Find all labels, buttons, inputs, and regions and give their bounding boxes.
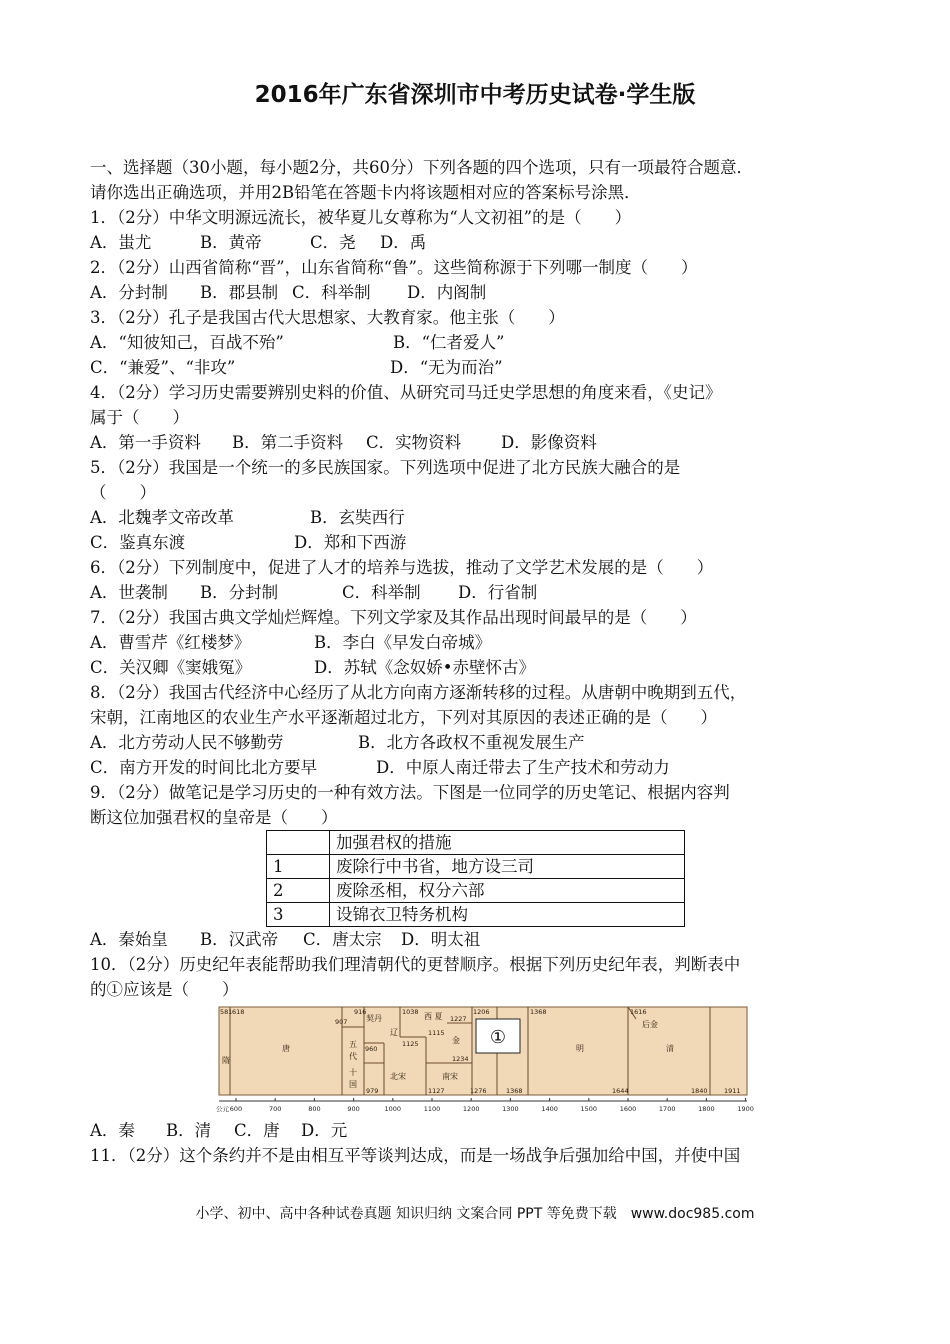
q6-option-b: B．分封制: [200, 583, 279, 602]
q2-options: [90, 280, 870, 305]
q4-option-b: B．第二手资料: [232, 433, 344, 452]
page-footer: 小学、初中、高中各种试卷真题 知识归纳 文案合同 PPT 等免费下载 www.doc985.com: [195, 1206, 755, 1222]
q9-option-d: D．明太祖: [401, 930, 481, 949]
q4-stem-2: 属于（ ）: [90, 408, 189, 427]
q6-option-a: A．世袭制: [90, 583, 168, 602]
table-row: [267, 855, 685, 879]
q9-stem-2: 断这位加强君权的皇帝是（ ）: [90, 808, 338, 827]
exam-content: [90, 155, 870, 1168]
year-1276: 1276: [470, 1087, 487, 1095]
q2-option-b: B．郡县制: [200, 283, 279, 302]
table-cell: 1: [267, 855, 330, 879]
axis-ticks: [230, 1098, 754, 1113]
q9-stem-1: 9．（2分）做笔记是学习历史的一种有效方法。下图是一位同学的历史笔记、根据内容判: [90, 783, 730, 802]
label-shiguo-2: 国: [349, 1080, 357, 1089]
q10-options: [90, 1118, 870, 1143]
axis-tick-label: 1900: [737, 1105, 754, 1113]
q9-option-b: B．汉武帝: [200, 930, 279, 949]
history-notes-table: [266, 830, 685, 927]
q10-option-c: C．唐: [234, 1121, 280, 1140]
q1-options: [90, 230, 870, 255]
axis-tick-label: 800: [308, 1105, 321, 1113]
table-row: [267, 879, 685, 903]
q2-option-c: C．科举制: [292, 283, 371, 302]
q1-option-c: C．尧: [310, 233, 356, 252]
q1-stem: 1．（2分）中华文明源远流长，被华夏儿女尊称为“人文初祖”的是（ ）: [90, 208, 632, 227]
table-cell: [267, 831, 330, 855]
table-cell: 2: [267, 879, 330, 903]
timeline-marker-label: ①: [489, 1027, 507, 1048]
axis-tick-label: 1700: [658, 1105, 676, 1113]
q1-option-a: A．蚩尤: [90, 233, 152, 252]
label-xixia: 西 夏: [424, 1012, 443, 1021]
q2-stem: 2．（2分）山西省简称“晋”，山东省简称“鲁”。这些简称源于下列哪一制度（ ）: [90, 258, 698, 277]
q5-option-b: B．玄奘西行: [310, 508, 405, 527]
section-instruction-1: 一、选择题（30小题，每小题2分，共60分）下列各题的四个选项，只有一项最符合题意．: [90, 158, 753, 177]
q9-options: [90, 927, 870, 952]
label-houjin: 后金: [642, 1020, 658, 1029]
q8-option-c: C．南方开发的时间比北方要早: [90, 758, 318, 777]
q4-options: [90, 430, 870, 455]
q10-option-a: A．秦: [90, 1121, 135, 1140]
year-979: 979: [366, 1087, 379, 1095]
label-shiguo-1: 十: [349, 1068, 357, 1077]
label-ming: 明: [576, 1044, 584, 1053]
year-1644: 1644: [612, 1087, 629, 1095]
year-1115: 1115: [428, 1029, 445, 1037]
q10-option-d: D．元: [301, 1121, 348, 1140]
year-1125: 1125: [402, 1040, 419, 1048]
q3-options-ab: [90, 330, 870, 355]
table-cell: 设锦衣卫特务机构: [330, 903, 685, 927]
label-qidan: 契丹: [366, 1014, 382, 1023]
q7-options-ab: [90, 630, 870, 655]
q5-option-a: A．北魏孝文帝改革: [90, 508, 234, 527]
q10-stem-1: 10．（2分）历史纪年表能帮助我们理清朝代的更替顺序。根据下列历史纪年表，判断表中: [90, 955, 741, 974]
year-618: 618: [232, 1008, 245, 1016]
label-sui: 隋: [222, 1056, 230, 1065]
axis-tick-label: 1600: [619, 1105, 637, 1113]
year-1127: 1127: [428, 1087, 445, 1095]
year-1616: 1616: [630, 1008, 647, 1016]
q8-option-a: A．北方劳动人民不够勤劳: [90, 733, 284, 752]
axis-tick-label: 1200: [462, 1105, 480, 1113]
axis-tick-label: 900: [347, 1105, 360, 1113]
dynasty-timeline-svg: [214, 1005, 754, 1115]
table-row: [267, 831, 685, 855]
q7-option-a: A．曹雪芹《红楼梦》: [90, 633, 251, 652]
year-1234: 1234: [452, 1055, 469, 1063]
q10-option-b: B．清: [166, 1121, 212, 1140]
label-qing: 清: [666, 1044, 674, 1053]
q5-options-ab: [90, 505, 870, 530]
axis-tick-label: 600: [229, 1105, 243, 1113]
year-1038: 1038: [402, 1008, 419, 1016]
year-1227: 1227: [450, 1015, 467, 1023]
label-tang: 唐: [282, 1044, 290, 1053]
q1-option-b: B．黄帝: [200, 233, 262, 252]
table-row: [267, 903, 685, 927]
table-cell: 3: [267, 903, 330, 927]
q6-stem: 6．（2分）下列制度中，促进了人才的培养与选拔，推动了文学艺术发展的是（ ）: [90, 558, 714, 577]
q8-options-cd: [90, 755, 870, 780]
axis-tick-label: 1800: [698, 1105, 715, 1113]
q10-stem-2: 的①应该是（ ）: [90, 980, 239, 999]
table-header: 加强君权的措施: [330, 831, 685, 855]
q2-option-d: D．内阁制: [407, 283, 487, 302]
q3-option-a: A．“知彼知己，百战不殆”: [90, 333, 284, 352]
axis-tick-label: 1100: [423, 1105, 441, 1113]
year-960: 960: [365, 1045, 378, 1053]
q9-option-c: C．唐太宗: [303, 930, 382, 949]
q7-option-d: D．苏轼《念奴娇•赤壁怀古》: [314, 658, 535, 677]
q7-option-c: C．关汉卿《窦娥冤》: [90, 658, 252, 677]
axis-tick-label: 1000: [384, 1105, 402, 1113]
q5-stem-1: 5．（2分）我国是一个统一的多民族国家。下列选项中促进了北方民族大融合的是: [90, 458, 681, 477]
q6-option-c: C．科举制: [342, 583, 421, 602]
q5-option-c: C．鉴真东渡: [90, 533, 186, 552]
q7-options-cd: [90, 655, 870, 680]
q5-options-cd: [90, 530, 870, 555]
q3-stem: 3．（2分）孔子是我国古代大思想家、大教育家。他主张（ ）: [90, 308, 565, 327]
axis-tick-label: 1500: [580, 1105, 598, 1113]
q4-stem-1: 4．（2分）学习历史需要辨别史料的价值、从研究司马迁史学思想的角度来看，《史记》: [90, 383, 722, 402]
q4-option-a: A．第一手资料: [90, 433, 201, 452]
q6-option-d: D．行省制: [458, 583, 538, 602]
q5-stem-2: （ ）: [90, 483, 156, 502]
page-title: 2016年广东省深圳市中考历史试卷·学生版: [254, 82, 696, 108]
axis-tick-label: 1300: [502, 1105, 519, 1113]
year-916: 916: [354, 1008, 367, 1016]
q8-option-d: D．中原人南迁带去了生产技术和劳动力: [376, 758, 670, 777]
label-wudai-2: 代: [349, 1052, 357, 1061]
q4-option-c: C．实物资料: [366, 433, 462, 452]
year-581: 581: [220, 1008, 233, 1016]
q8-stem-2: 宋朝，江南地区的农业生产水平逐渐超过北方，下列对其原因的表述正确的是（ ）: [90, 708, 717, 727]
label-jin: 金: [452, 1036, 460, 1045]
q7-stem: 7．（2分）我国古典文学灿烂辉煌。下列文学家及其作品出现时间最早的是（ ）: [90, 608, 697, 627]
q6-options: [90, 580, 870, 605]
q8-option-b: B．北方各政权不重视发展生产: [358, 733, 585, 752]
year-1840: 1840: [691, 1087, 708, 1095]
section-instruction-2: 请你选出正确选项，并用2B铅笔在答题卡内将该题相对应的答案标号涂黑．: [90, 183, 641, 202]
year-1368-top: 1368: [530, 1008, 547, 1016]
axis-tick-label: 1400: [541, 1105, 558, 1113]
label-wudai-1: 五: [349, 1040, 357, 1049]
year-1911: 1911: [724, 1087, 741, 1095]
q7-option-b: B．李白《早发白帝城》: [314, 633, 492, 652]
q3-options-cd: [90, 355, 870, 380]
q4-option-d: D．影像资料: [501, 433, 597, 452]
q3-option-c: C．“兼爱”、“非攻”: [90, 358, 236, 377]
q11-stem-1: 11．（2分）这个条约并不是由相互平等谈判达成，而是一场战争后强加给中国，并使中国: [90, 1146, 741, 1165]
label-beisong: 北宋: [390, 1072, 406, 1081]
label-nansong: 南宋: [442, 1072, 458, 1081]
table-cell: 废除行中书省，地方设三司: [330, 855, 685, 879]
q1-option-d: D．禹: [380, 233, 427, 252]
q8-options-ab: [90, 730, 870, 755]
year-1368-bottom: 1368: [506, 1087, 523, 1095]
q9-option-a: A．秦始皇: [90, 930, 168, 949]
table-cell: 废除丞相，权分六部: [330, 879, 685, 903]
label-liao: 辽: [390, 1028, 398, 1037]
q3-option-b: B．“仁者爱人”: [393, 333, 505, 352]
axis-tick-label: 700: [268, 1105, 282, 1113]
axis-prefix: 公元: [216, 1105, 229, 1113]
year-1206: 1206: [473, 1008, 490, 1016]
q3-option-d: D．“无为而治”: [390, 358, 503, 377]
q5-option-d: D．郑和下西游: [294, 533, 407, 552]
q2-option-a: A．分封制: [90, 283, 168, 302]
dynasty-timeline: [214, 1005, 754, 1115]
year-907: 907: [335, 1018, 348, 1026]
q8-stem-1: 8．（2分）我国古代经济中心经历了从北方向南方逐渐转移的过程。从唐朝中晚期到五代，: [90, 683, 747, 702]
